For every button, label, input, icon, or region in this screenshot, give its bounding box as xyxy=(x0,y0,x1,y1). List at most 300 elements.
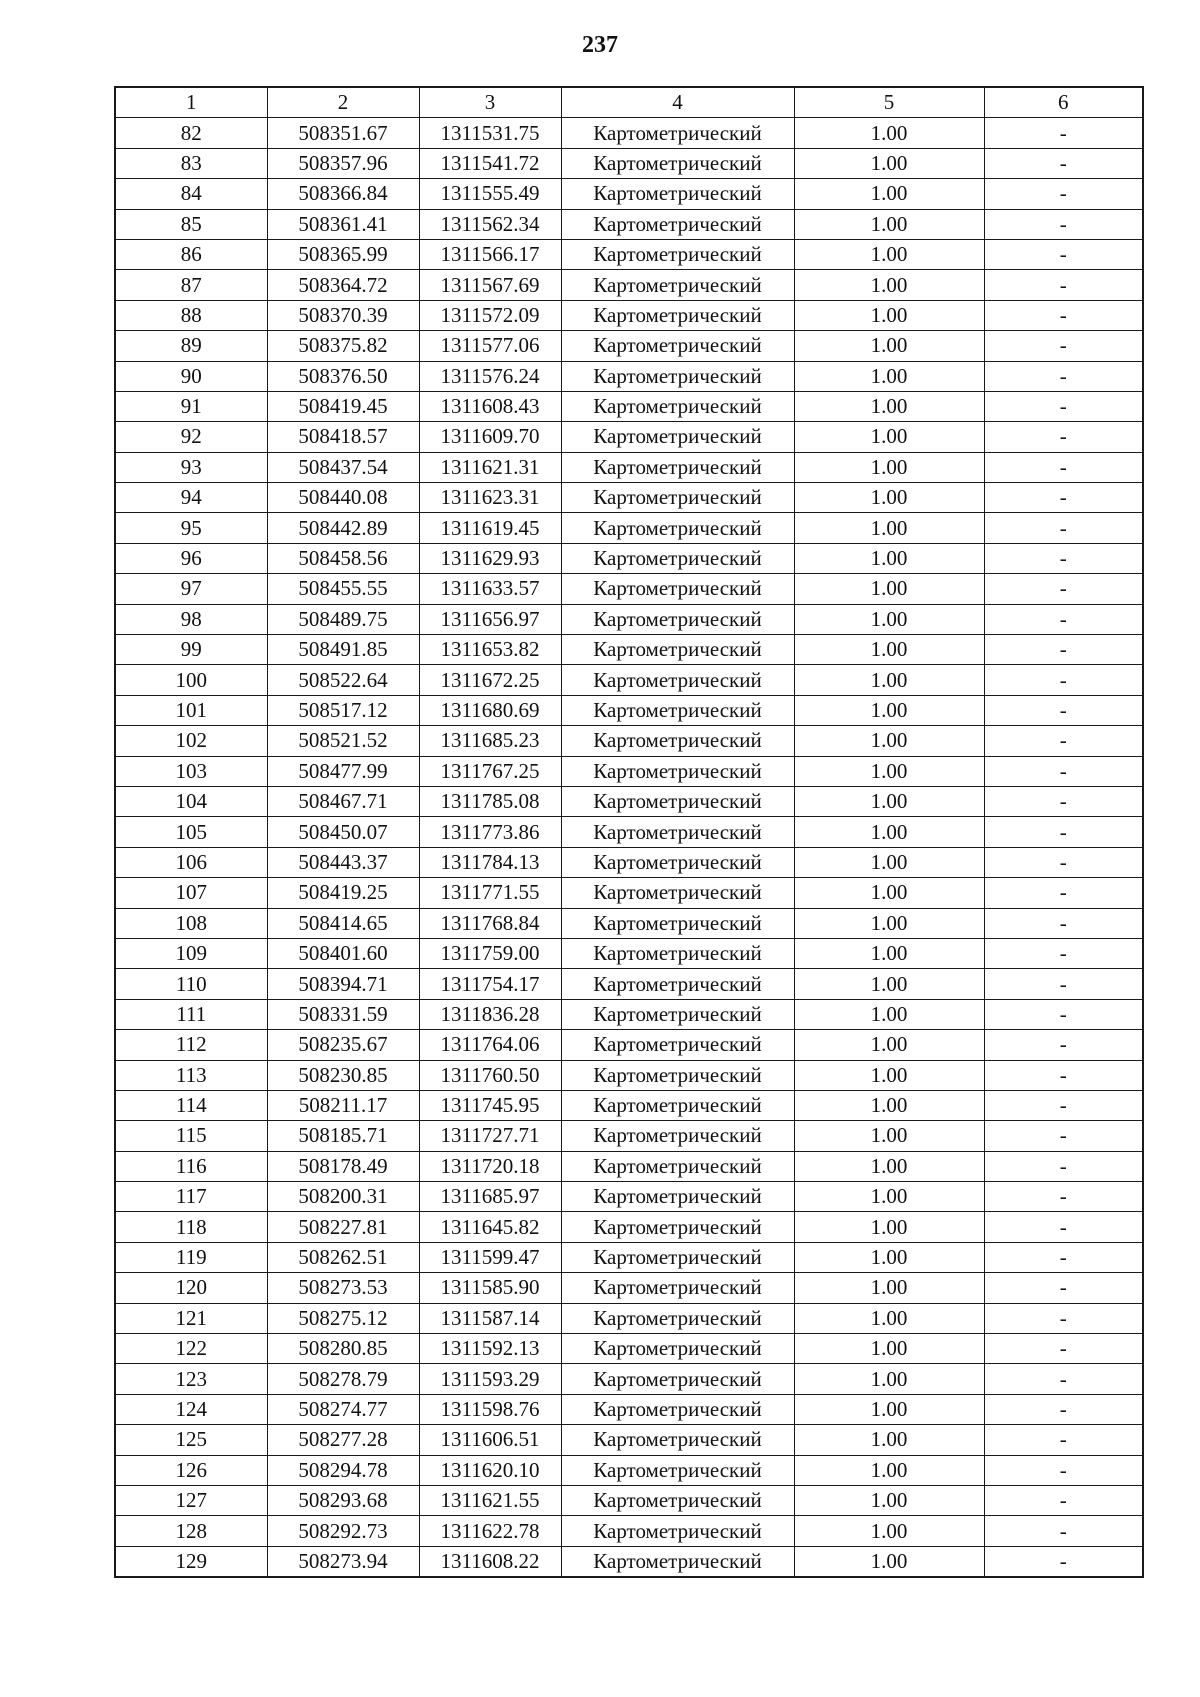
method-cell: Картометрический xyxy=(561,665,794,695)
accuracy-cell: 1.00 xyxy=(794,1030,984,1060)
x-coordinate-cell: 508437.54 xyxy=(267,452,419,482)
point-number-cell: 102 xyxy=(115,726,267,756)
x-coordinate-cell: 508522.64 xyxy=(267,665,419,695)
y-coordinate-cell: 1311531.75 xyxy=(419,118,561,148)
point-number-cell: 98 xyxy=(115,604,267,634)
point-number-cell: 92 xyxy=(115,422,267,452)
accuracy-cell: 1.00 xyxy=(794,209,984,239)
accuracy-cell: 1.00 xyxy=(794,1516,984,1546)
column-header: 1 xyxy=(115,87,267,118)
method-cell: Картометрический xyxy=(561,179,794,209)
column-header: 2 xyxy=(267,87,419,118)
table-row xyxy=(115,1212,1143,1242)
method-cell: Картометрический xyxy=(561,1090,794,1120)
method-cell: Картометрический xyxy=(561,635,794,665)
accuracy-cell: 1.00 xyxy=(794,1394,984,1424)
description-cell: - xyxy=(984,847,1143,877)
point-number-cell: 86 xyxy=(115,239,267,269)
x-coordinate-cell: 508366.84 xyxy=(267,179,419,209)
table-row xyxy=(115,1364,1143,1394)
method-cell: Картометрический xyxy=(561,999,794,1029)
table-row xyxy=(115,1334,1143,1364)
description-cell: - xyxy=(984,1364,1143,1394)
description-cell: - xyxy=(984,1516,1143,1546)
method-cell: Картометрический xyxy=(561,118,794,148)
y-coordinate-cell: 1311599.47 xyxy=(419,1242,561,1272)
x-coordinate-cell: 508467.71 xyxy=(267,786,419,816)
point-number-cell: 127 xyxy=(115,1485,267,1515)
description-cell: - xyxy=(984,239,1143,269)
x-coordinate-cell: 508440.08 xyxy=(267,483,419,513)
point-number-cell: 129 xyxy=(115,1546,267,1577)
accuracy-cell: 1.00 xyxy=(794,878,984,908)
x-coordinate-cell: 508280.85 xyxy=(267,1334,419,1364)
description-cell: - xyxy=(984,270,1143,300)
description-cell: - xyxy=(984,1455,1143,1485)
description-cell: - xyxy=(984,604,1143,634)
point-number-cell: 107 xyxy=(115,878,267,908)
description-cell: - xyxy=(984,1151,1143,1181)
y-coordinate-cell: 1311672.25 xyxy=(419,665,561,695)
table-row xyxy=(115,635,1143,665)
x-coordinate-cell: 508274.77 xyxy=(267,1394,419,1424)
accuracy-cell: 1.00 xyxy=(794,300,984,330)
method-cell: Картометрический xyxy=(561,239,794,269)
description-cell: - xyxy=(984,908,1143,938)
point-number-cell: 84 xyxy=(115,179,267,209)
accuracy-cell: 1.00 xyxy=(794,1182,984,1212)
table-row xyxy=(115,1425,1143,1455)
accuracy-cell: 1.00 xyxy=(794,270,984,300)
table-row xyxy=(115,847,1143,877)
accuracy-cell: 1.00 xyxy=(794,179,984,209)
y-coordinate-cell: 1311727.71 xyxy=(419,1121,561,1151)
description-cell: - xyxy=(984,118,1143,148)
point-number-cell: 105 xyxy=(115,817,267,847)
y-coordinate-cell: 1311680.69 xyxy=(419,695,561,725)
table-row xyxy=(115,1151,1143,1181)
point-number-cell: 115 xyxy=(115,1121,267,1151)
description-cell: - xyxy=(984,513,1143,543)
method-cell: Картометрический xyxy=(561,1151,794,1181)
y-coordinate-cell: 1311773.86 xyxy=(419,817,561,847)
y-coordinate-cell: 1311576.24 xyxy=(419,361,561,391)
point-number-cell: 103 xyxy=(115,756,267,786)
table-row xyxy=(115,999,1143,1029)
method-cell: Картометрический xyxy=(561,847,794,877)
description-cell: - xyxy=(984,300,1143,330)
description-cell: - xyxy=(984,209,1143,239)
x-coordinate-cell: 508491.85 xyxy=(267,635,419,665)
description-cell: - xyxy=(984,1060,1143,1090)
page-number: 237 xyxy=(582,32,618,58)
description-cell: - xyxy=(984,179,1143,209)
coordinates-table xyxy=(114,86,1144,1578)
x-coordinate-cell: 508292.73 xyxy=(267,1516,419,1546)
y-coordinate-cell: 1311764.06 xyxy=(419,1030,561,1060)
accuracy-cell: 1.00 xyxy=(794,1121,984,1151)
table-row xyxy=(115,543,1143,573)
point-number-cell: 91 xyxy=(115,391,267,421)
description-cell: - xyxy=(984,1090,1143,1120)
y-coordinate-cell: 1311656.97 xyxy=(419,604,561,634)
table-body xyxy=(115,118,1143,1577)
y-coordinate-cell: 1311653.82 xyxy=(419,635,561,665)
y-coordinate-cell: 1311759.00 xyxy=(419,938,561,968)
method-cell: Картометрический xyxy=(561,817,794,847)
description-cell: - xyxy=(984,756,1143,786)
accuracy-cell: 1.00 xyxy=(794,1090,984,1120)
point-number-cell: 101 xyxy=(115,695,267,725)
method-cell: Картометрический xyxy=(561,726,794,756)
method-cell: Картометрический xyxy=(561,513,794,543)
table-row xyxy=(115,452,1143,482)
table-row xyxy=(115,938,1143,968)
point-number-cell: 106 xyxy=(115,847,267,877)
point-number-cell: 124 xyxy=(115,1394,267,1424)
x-coordinate-cell: 508227.81 xyxy=(267,1212,419,1242)
table-row xyxy=(115,1516,1143,1546)
description-cell: - xyxy=(984,1121,1143,1151)
description-cell: - xyxy=(984,1242,1143,1272)
point-number-cell: 116 xyxy=(115,1151,267,1181)
description-cell: - xyxy=(984,1030,1143,1060)
x-coordinate-cell: 508419.45 xyxy=(267,391,419,421)
x-coordinate-cell: 508419.25 xyxy=(267,878,419,908)
description-cell: - xyxy=(984,635,1143,665)
method-cell: Картометрический xyxy=(561,786,794,816)
table-row xyxy=(115,422,1143,452)
point-number-cell: 88 xyxy=(115,300,267,330)
accuracy-cell: 1.00 xyxy=(794,908,984,938)
point-number-cell: 89 xyxy=(115,331,267,361)
table-row xyxy=(115,270,1143,300)
method-cell: Картометрический xyxy=(561,908,794,938)
table-row xyxy=(115,361,1143,391)
point-number-cell: 111 xyxy=(115,999,267,1029)
accuracy-cell: 1.00 xyxy=(794,483,984,513)
accuracy-cell: 1.00 xyxy=(794,1151,984,1181)
method-cell: Картометрический xyxy=(561,1425,794,1455)
table-row xyxy=(115,148,1143,178)
y-coordinate-cell: 1311566.17 xyxy=(419,239,561,269)
description-cell: - xyxy=(984,331,1143,361)
method-cell: Картометрический xyxy=(561,391,794,421)
method-cell: Картометрический xyxy=(561,1242,794,1272)
x-coordinate-cell: 508450.07 xyxy=(267,817,419,847)
method-cell: Картометрический xyxy=(561,1030,794,1060)
x-coordinate-cell: 508458.56 xyxy=(267,543,419,573)
x-coordinate-cell: 508489.75 xyxy=(267,604,419,634)
x-coordinate-cell: 508211.17 xyxy=(267,1090,419,1120)
method-cell: Картометрический xyxy=(561,543,794,573)
description-cell: - xyxy=(984,1334,1143,1364)
accuracy-cell: 1.00 xyxy=(794,695,984,725)
accuracy-cell: 1.00 xyxy=(794,118,984,148)
method-cell: Картометрический xyxy=(561,148,794,178)
accuracy-cell: 1.00 xyxy=(794,1212,984,1242)
table-row xyxy=(115,513,1143,543)
x-coordinate-cell: 508230.85 xyxy=(267,1060,419,1090)
table-row xyxy=(115,969,1143,999)
y-coordinate-cell: 1311585.90 xyxy=(419,1273,561,1303)
x-coordinate-cell: 508418.57 xyxy=(267,422,419,452)
y-coordinate-cell: 1311629.93 xyxy=(419,543,561,573)
point-number-cell: 97 xyxy=(115,574,267,604)
method-cell: Картометрический xyxy=(561,574,794,604)
x-coordinate-cell: 508442.89 xyxy=(267,513,419,543)
point-number-cell: 90 xyxy=(115,361,267,391)
y-coordinate-cell: 1311598.76 xyxy=(419,1394,561,1424)
method-cell: Картометрический xyxy=(561,1121,794,1151)
table-row xyxy=(115,1303,1143,1333)
table-row xyxy=(115,908,1143,938)
description-cell: - xyxy=(984,148,1143,178)
table-row xyxy=(115,179,1143,209)
method-cell: Картометрический xyxy=(561,331,794,361)
accuracy-cell: 1.00 xyxy=(794,148,984,178)
method-cell: Картометрический xyxy=(561,300,794,330)
y-coordinate-cell: 1311567.69 xyxy=(419,270,561,300)
accuracy-cell: 1.00 xyxy=(794,817,984,847)
table-row xyxy=(115,1182,1143,1212)
point-number-cell: 110 xyxy=(115,969,267,999)
point-number-cell: 123 xyxy=(115,1364,267,1394)
x-coordinate-cell: 508273.53 xyxy=(267,1273,419,1303)
accuracy-cell: 1.00 xyxy=(794,361,984,391)
description-cell: - xyxy=(984,1212,1143,1242)
table-row xyxy=(115,1121,1143,1151)
point-number-cell: 122 xyxy=(115,1334,267,1364)
x-coordinate-cell: 508521.52 xyxy=(267,726,419,756)
method-cell: Картометрический xyxy=(561,756,794,786)
accuracy-cell: 1.00 xyxy=(794,1485,984,1515)
x-coordinate-cell: 508455.55 xyxy=(267,574,419,604)
table-row xyxy=(115,1030,1143,1060)
point-number-cell: 119 xyxy=(115,1242,267,1272)
table-row xyxy=(115,1090,1143,1120)
point-number-cell: 95 xyxy=(115,513,267,543)
method-cell: Картометрический xyxy=(561,1455,794,1485)
table-row xyxy=(115,391,1143,421)
description-cell: - xyxy=(984,1425,1143,1455)
x-coordinate-cell: 508262.51 xyxy=(267,1242,419,1272)
method-cell: Картометрический xyxy=(561,1485,794,1515)
method-cell: Картометрический xyxy=(561,1182,794,1212)
x-coordinate-cell: 508414.65 xyxy=(267,908,419,938)
description-cell: - xyxy=(984,665,1143,695)
x-coordinate-cell: 508370.39 xyxy=(267,300,419,330)
column-header: 5 xyxy=(794,87,984,118)
y-coordinate-cell: 1311745.95 xyxy=(419,1090,561,1120)
method-cell: Картометрический xyxy=(561,938,794,968)
y-coordinate-cell: 1311754.17 xyxy=(419,969,561,999)
table-row xyxy=(115,1060,1143,1090)
x-coordinate-cell: 508361.41 xyxy=(267,209,419,239)
accuracy-cell: 1.00 xyxy=(794,604,984,634)
description-cell: - xyxy=(984,938,1143,968)
y-coordinate-cell: 1311784.13 xyxy=(419,847,561,877)
table-row xyxy=(115,726,1143,756)
description-cell: - xyxy=(984,1394,1143,1424)
method-cell: Картометрический xyxy=(561,695,794,725)
accuracy-cell: 1.00 xyxy=(794,756,984,786)
x-coordinate-cell: 508443.37 xyxy=(267,847,419,877)
method-cell: Картометрический xyxy=(561,1212,794,1242)
table-row xyxy=(115,300,1143,330)
point-number-cell: 121 xyxy=(115,1303,267,1333)
table-row xyxy=(115,209,1143,239)
y-coordinate-cell: 1311608.22 xyxy=(419,1546,561,1577)
table-row xyxy=(115,1455,1143,1485)
accuracy-cell: 1.00 xyxy=(794,239,984,269)
accuracy-cell: 1.00 xyxy=(794,391,984,421)
x-coordinate-cell: 508294.78 xyxy=(267,1455,419,1485)
description-cell: - xyxy=(984,969,1143,999)
point-number-cell: 112 xyxy=(115,1030,267,1060)
method-cell: Картометрический xyxy=(561,1516,794,1546)
accuracy-cell: 1.00 xyxy=(794,1546,984,1577)
y-coordinate-cell: 1311562.34 xyxy=(419,209,561,239)
table-row xyxy=(115,604,1143,634)
y-coordinate-cell: 1311645.82 xyxy=(419,1212,561,1242)
y-coordinate-cell: 1311771.55 xyxy=(419,878,561,908)
column-header: 4 xyxy=(561,87,794,118)
x-coordinate-cell: 508185.71 xyxy=(267,1121,419,1151)
method-cell: Картометрический xyxy=(561,270,794,300)
x-coordinate-cell: 508401.60 xyxy=(267,938,419,968)
table-row xyxy=(115,1242,1143,1272)
method-cell: Картометрический xyxy=(561,1303,794,1333)
description-cell: - xyxy=(984,361,1143,391)
accuracy-cell: 1.00 xyxy=(794,1303,984,1333)
description-cell: - xyxy=(984,1485,1143,1515)
y-coordinate-cell: 1311593.29 xyxy=(419,1364,561,1394)
y-coordinate-cell: 1311620.10 xyxy=(419,1455,561,1485)
method-cell: Картометрический xyxy=(561,604,794,634)
x-coordinate-cell: 508278.79 xyxy=(267,1364,419,1394)
point-number-cell: 100 xyxy=(115,665,267,695)
x-coordinate-cell: 508178.49 xyxy=(267,1151,419,1181)
y-coordinate-cell: 1311592.13 xyxy=(419,1334,561,1364)
method-cell: Картометрический xyxy=(561,422,794,452)
description-cell: - xyxy=(984,695,1143,725)
method-cell: Картометрический xyxy=(561,969,794,999)
accuracy-cell: 1.00 xyxy=(794,452,984,482)
y-coordinate-cell: 1311622.78 xyxy=(419,1516,561,1546)
point-number-cell: 83 xyxy=(115,148,267,178)
y-coordinate-cell: 1311555.49 xyxy=(419,179,561,209)
description-cell: - xyxy=(984,391,1143,421)
accuracy-cell: 1.00 xyxy=(794,1364,984,1394)
table-row xyxy=(115,756,1143,786)
point-number-cell: 126 xyxy=(115,1455,267,1485)
description-cell: - xyxy=(984,726,1143,756)
description-cell: - xyxy=(984,483,1143,513)
point-number-cell: 94 xyxy=(115,483,267,513)
point-number-cell: 85 xyxy=(115,209,267,239)
description-cell: - xyxy=(984,878,1143,908)
x-coordinate-cell: 508200.31 xyxy=(267,1182,419,1212)
accuracy-cell: 1.00 xyxy=(794,665,984,695)
accuracy-cell: 1.00 xyxy=(794,938,984,968)
y-coordinate-cell: 1311685.97 xyxy=(419,1182,561,1212)
method-cell: Картометрический xyxy=(561,361,794,391)
description-cell: - xyxy=(984,1546,1143,1577)
accuracy-cell: 1.00 xyxy=(794,999,984,1029)
description-cell: - xyxy=(984,574,1143,604)
y-coordinate-cell: 1311760.50 xyxy=(419,1060,561,1090)
accuracy-cell: 1.00 xyxy=(794,726,984,756)
method-cell: Картометрический xyxy=(561,209,794,239)
x-coordinate-cell: 508364.72 xyxy=(267,270,419,300)
method-cell: Картометрический xyxy=(561,1546,794,1577)
method-cell: Картометрический xyxy=(561,483,794,513)
y-coordinate-cell: 1311621.55 xyxy=(419,1485,561,1515)
x-coordinate-cell: 508357.96 xyxy=(267,148,419,178)
point-number-cell: 114 xyxy=(115,1090,267,1120)
x-coordinate-cell: 508517.12 xyxy=(267,695,419,725)
y-coordinate-cell: 1311623.31 xyxy=(419,483,561,513)
table-row xyxy=(115,118,1143,148)
accuracy-cell: 1.00 xyxy=(794,513,984,543)
accuracy-cell: 1.00 xyxy=(794,847,984,877)
y-coordinate-cell: 1311621.31 xyxy=(419,452,561,482)
y-coordinate-cell: 1311785.08 xyxy=(419,786,561,816)
x-coordinate-cell: 508275.12 xyxy=(267,1303,419,1333)
table-row xyxy=(115,574,1143,604)
x-coordinate-cell: 508351.67 xyxy=(267,118,419,148)
x-coordinate-cell: 508277.28 xyxy=(267,1425,419,1455)
x-coordinate-cell: 508376.50 xyxy=(267,361,419,391)
x-coordinate-cell: 508365.99 xyxy=(267,239,419,269)
method-cell: Картометрический xyxy=(561,1334,794,1364)
y-coordinate-cell: 1311541.72 xyxy=(419,148,561,178)
accuracy-cell: 1.00 xyxy=(794,1334,984,1364)
table-row xyxy=(115,239,1143,269)
table-row xyxy=(115,1273,1143,1303)
description-cell: - xyxy=(984,1273,1143,1303)
table-header-row xyxy=(115,87,1143,118)
accuracy-cell: 1.00 xyxy=(794,969,984,999)
y-coordinate-cell: 1311606.51 xyxy=(419,1425,561,1455)
y-coordinate-cell: 1311587.14 xyxy=(419,1303,561,1333)
table-row xyxy=(115,817,1143,847)
point-number-cell: 82 xyxy=(115,118,267,148)
point-number-cell: 109 xyxy=(115,938,267,968)
method-cell: Картометрический xyxy=(561,878,794,908)
accuracy-cell: 1.00 xyxy=(794,574,984,604)
point-number-cell: 108 xyxy=(115,908,267,938)
y-coordinate-cell: 1311619.45 xyxy=(419,513,561,543)
y-coordinate-cell: 1311577.06 xyxy=(419,331,561,361)
point-number-cell: 117 xyxy=(115,1182,267,1212)
x-coordinate-cell: 508293.68 xyxy=(267,1485,419,1515)
method-cell: Картометрический xyxy=(561,1060,794,1090)
method-cell: Картометрический xyxy=(561,1394,794,1424)
point-number-cell: 120 xyxy=(115,1273,267,1303)
description-cell: - xyxy=(984,999,1143,1029)
y-coordinate-cell: 1311685.23 xyxy=(419,726,561,756)
table-row xyxy=(115,1485,1143,1515)
column-header: 6 xyxy=(984,87,1143,118)
description-cell: - xyxy=(984,1182,1143,1212)
accuracy-cell: 1.00 xyxy=(794,1060,984,1090)
y-coordinate-cell: 1311572.09 xyxy=(419,300,561,330)
accuracy-cell: 1.00 xyxy=(794,1273,984,1303)
point-number-cell: 118 xyxy=(115,1212,267,1242)
x-coordinate-cell: 508375.82 xyxy=(267,331,419,361)
